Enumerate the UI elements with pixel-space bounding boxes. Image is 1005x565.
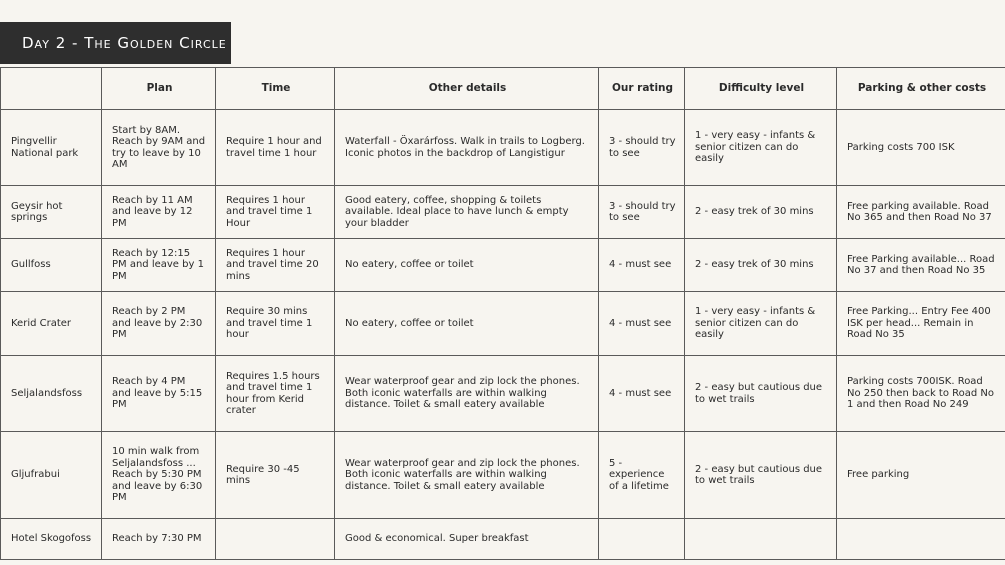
table-row	[1, 519, 1005, 560]
header-details: Other details	[335, 68, 599, 110]
cell-plan: 10 min walk from Seljalandsfoss ... Reach by 5:30 PM and leave by 6:30 PM	[102, 432, 216, 519]
cell-parking: Parking costs 700 ISK	[837, 110, 1005, 186]
cell-parking: Free Parking... Entry Fee 400 ISK per head... Remain in Road No 35	[837, 292, 1005, 356]
cell-parking: Free parking	[837, 432, 1005, 519]
table-row	[1, 432, 1005, 519]
cell-rating: 5 - experience of a lifetime	[599, 432, 685, 519]
itinerary-table	[0, 67, 1005, 560]
cell-difficulty: 1 - very easy - infants & senior citizen can do easily	[685, 292, 837, 356]
cell-difficulty: 1 - very easy - infants & senior citizen can do easily	[685, 110, 837, 186]
table-row	[1, 110, 1005, 186]
cell-place: Gullfoss	[1, 239, 102, 292]
cell-parking: Free Parking available... Road No 37 and then Road No 35	[837, 239, 1005, 292]
cell-parking: Free parking available. Road No 365 and then Road No 37	[837, 186, 1005, 239]
cell-plan: Reach by 7:30 PM	[102, 519, 216, 560]
cell-parking: Parking costs 700ISK. Road No 250 then back to Road No 1 and then Road No 249	[837, 356, 1005, 432]
header-plan: Plan	[102, 68, 216, 110]
cell-difficulty: 2 - easy trek of 30 mins	[685, 239, 837, 292]
page-title: Day 2 - The Golden Circle	[0, 22, 231, 64]
cell-details: No eatery, coffee or toilet	[335, 239, 599, 292]
cell-details: Wear waterproof gear and zip lock the phones. Both iconic waterfalls are within walking distance. Toilet & small eatery available	[335, 432, 599, 519]
cell-details: No eatery, coffee or toilet	[335, 292, 599, 356]
header-place	[1, 68, 102, 110]
cell-rating: 4 - must see	[599, 292, 685, 356]
cell-plan: Start by 8AM. Reach by 9AM and try to leave by 10 AM	[102, 110, 216, 186]
cell-plan: Reach by 4 PM and leave by 5:15 PM	[102, 356, 216, 432]
cell-difficulty: 2 - easy trek of 30 mins	[685, 186, 837, 239]
cell-rating: 3 - should try to see	[599, 110, 685, 186]
header-parking: Parking & other costs	[837, 68, 1005, 110]
table-row	[1, 356, 1005, 432]
cell-place: Hotel Skogofoss	[1, 519, 102, 560]
cell-place: Pingvellir National park	[1, 110, 102, 186]
table-row	[1, 186, 1005, 239]
cell-time: Requires 1.5 hours and travel time 1 hour from Kerid crater	[216, 356, 335, 432]
cell-place: Geysir hot springs	[1, 186, 102, 239]
cell-rating: 3 - should try to see	[599, 186, 685, 239]
header-time: Time	[216, 68, 335, 110]
cell-details: Wear waterproof gear and zip lock the phones. Both iconic waterfalls are within walking distance. Toilet & small eatery available	[335, 356, 599, 432]
cell-plan: Reach by 2 PM and leave by 2:30 PM	[102, 292, 216, 356]
cell-details: Waterfall - Öxarárfoss. Walk in trails to Logberg. Iconic photos in the backdrop of Langistigur	[335, 110, 599, 186]
cell-place: Gljufrabui	[1, 432, 102, 519]
table-row	[1, 292, 1005, 356]
table-row	[1, 239, 1005, 292]
cell-place: Kerid Crater	[1, 292, 102, 356]
header-row	[1, 68, 1005, 110]
header-rating: Our rating	[599, 68, 685, 110]
cell-difficulty	[685, 519, 837, 560]
cell-time: Require 30 mins and travel time 1 hour	[216, 292, 335, 356]
cell-time: Requires 1 hour and travel time 1 Hour	[216, 186, 335, 239]
cell-parking	[837, 519, 1005, 560]
cell-difficulty: 2 - easy but cautious due to wet trails	[685, 356, 837, 432]
cell-rating: 4 - must see	[599, 239, 685, 292]
cell-time: Require 1 hour and travel time 1 hour	[216, 110, 335, 186]
cell-place: Seljalandsfoss	[1, 356, 102, 432]
cell-details: Good & economical. Super breakfast	[335, 519, 599, 560]
cell-time: Requires 1 hour and travel time 20 mins	[216, 239, 335, 292]
cell-difficulty: 2 - easy but cautious due to wet trails	[685, 432, 837, 519]
cell-plan: Reach by 11 AM and leave by 12 PM	[102, 186, 216, 239]
cell-time: Require 30 -45 mins	[216, 432, 335, 519]
cell-time	[216, 519, 335, 560]
cell-rating: 4 - must see	[599, 356, 685, 432]
cell-plan: Reach by 12:15 PM and leave by 1 PM	[102, 239, 216, 292]
cell-rating	[599, 519, 685, 560]
cell-details: Good eatery, coffee, shopping & toilets available. Ideal place to have lunch & empty your bladder	[335, 186, 599, 239]
header-difficulty: Difficulty level	[685, 68, 837, 110]
